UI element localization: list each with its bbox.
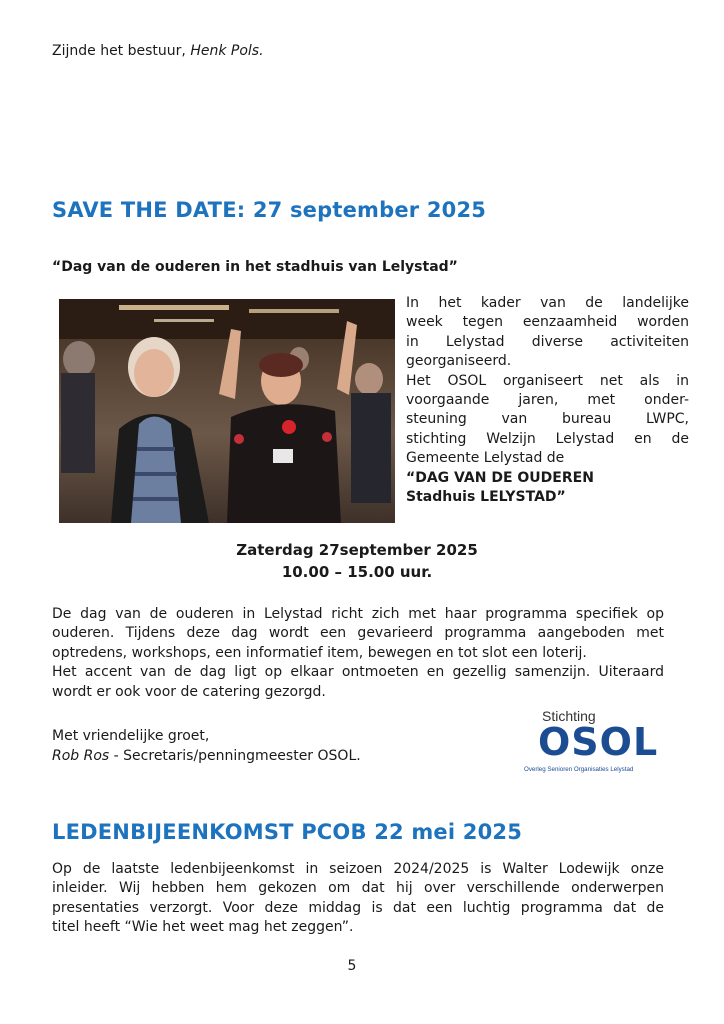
event-photo-illustration: [59, 299, 395, 523]
signature-line: [52, 747, 361, 766]
event-description-line: De dag van de ouderen in Lelystad richt zich met haar programma specifiek op: [52, 606, 664, 622]
event-date: Zaterdag 27september 2025: [236, 541, 478, 559]
intro-line: [52, 42, 264, 61]
event-intro-line: Het OSOL organiseert net als in: [406, 372, 689, 389]
ledenbijeenkomst-paragraph: [52, 860, 664, 938]
event-name-line-2: Stadhuis LELYSTAD”: [406, 489, 566, 506]
event-intro-line: stichting Welzijn Lelystad en de: [406, 430, 689, 447]
osol-logo-sub: Overleg Senioren Organisaties Lelystad: [524, 766, 634, 773]
event-description: [52, 605, 664, 702]
event-description-line: optredens, workshops, een informatief item, bewegen en tot slot een loterij.: [52, 644, 587, 661]
event-intro-line: georganiseerd.: [406, 353, 512, 370]
intro-text: Zijnde het bestuur,: [52, 43, 191, 59]
event-intro-line: voorgaande jaren, met onder-: [406, 392, 689, 409]
page-number: 5: [347, 958, 357, 974]
event-description-line: wordt er ook voor de catering gezorgd.: [52, 683, 326, 700]
event-description-line: ouderen. Tijdens deze dag wordt een gevarieerd programma aangeboden met: [52, 625, 664, 642]
osol-logo: [524, 708, 674, 774]
osol-logo-top: Stichting: [542, 708, 596, 724]
event-intro-paragraph: [406, 294, 689, 507]
ledenbijeenkomst-line: inleider. Wij hebben hem gekozen om dat hij over verschillende onderwerpen: [52, 880, 664, 897]
osol-logo-main: OSOL: [538, 720, 659, 764]
event-description-line: Het accent van de dag ligt op elkaar ontmoeten en gezellig samenzijn. Uiteraard: [52, 664, 664, 681]
event-intro-line: steuning van bureau LWPC,: [406, 411, 689, 428]
ledenbijeenkomst-line: titel heeft “Wie het weet mag het zeggen”.: [52, 919, 354, 936]
save-the-date-heading: SAVE THE DATE: 27 september 2025: [52, 198, 487, 222]
ledenbijeenkomst-line: Op de laatste ledenbijeenkomst in seizoen 2024/2025 is Walter Lodewijk onze: [52, 861, 664, 877]
event-intro-line: In het kader van de landelijke: [406, 295, 689, 311]
signer-name: Rob Ros: [52, 748, 110, 764]
event-intro-line: Gemeente Lelystad de: [406, 450, 565, 467]
ledenbijeenkomst-heading: LEDENBIJEENKOMST PCOB 22 mei 2025: [52, 820, 523, 844]
event-intro-line: week tegen eenzaamheid worden: [406, 314, 689, 331]
event-photo: [59, 299, 395, 523]
event-name-line-1: “DAG VAN DE OUDEREN: [406, 469, 594, 486]
event-time: 10.00 – 15.00 uur.: [281, 563, 433, 581]
signer-role: - Secretaris/penningmeester OSOL.: [109, 748, 361, 764]
intro-signer: Henk Pols.: [190, 43, 264, 59]
ledenbijeenkomst-line: presentaties verzorgt. Voor deze middag is dat een luchtig programma dat de: [52, 899, 664, 916]
event-intro-line: in Lelystad diverse activiteiten: [406, 333, 689, 350]
event-quote-title: “Dag van de ouderen in het stadhuis van Lelystad”: [52, 259, 458, 275]
greeting: Met vriendelijke groet,: [52, 728, 210, 744]
